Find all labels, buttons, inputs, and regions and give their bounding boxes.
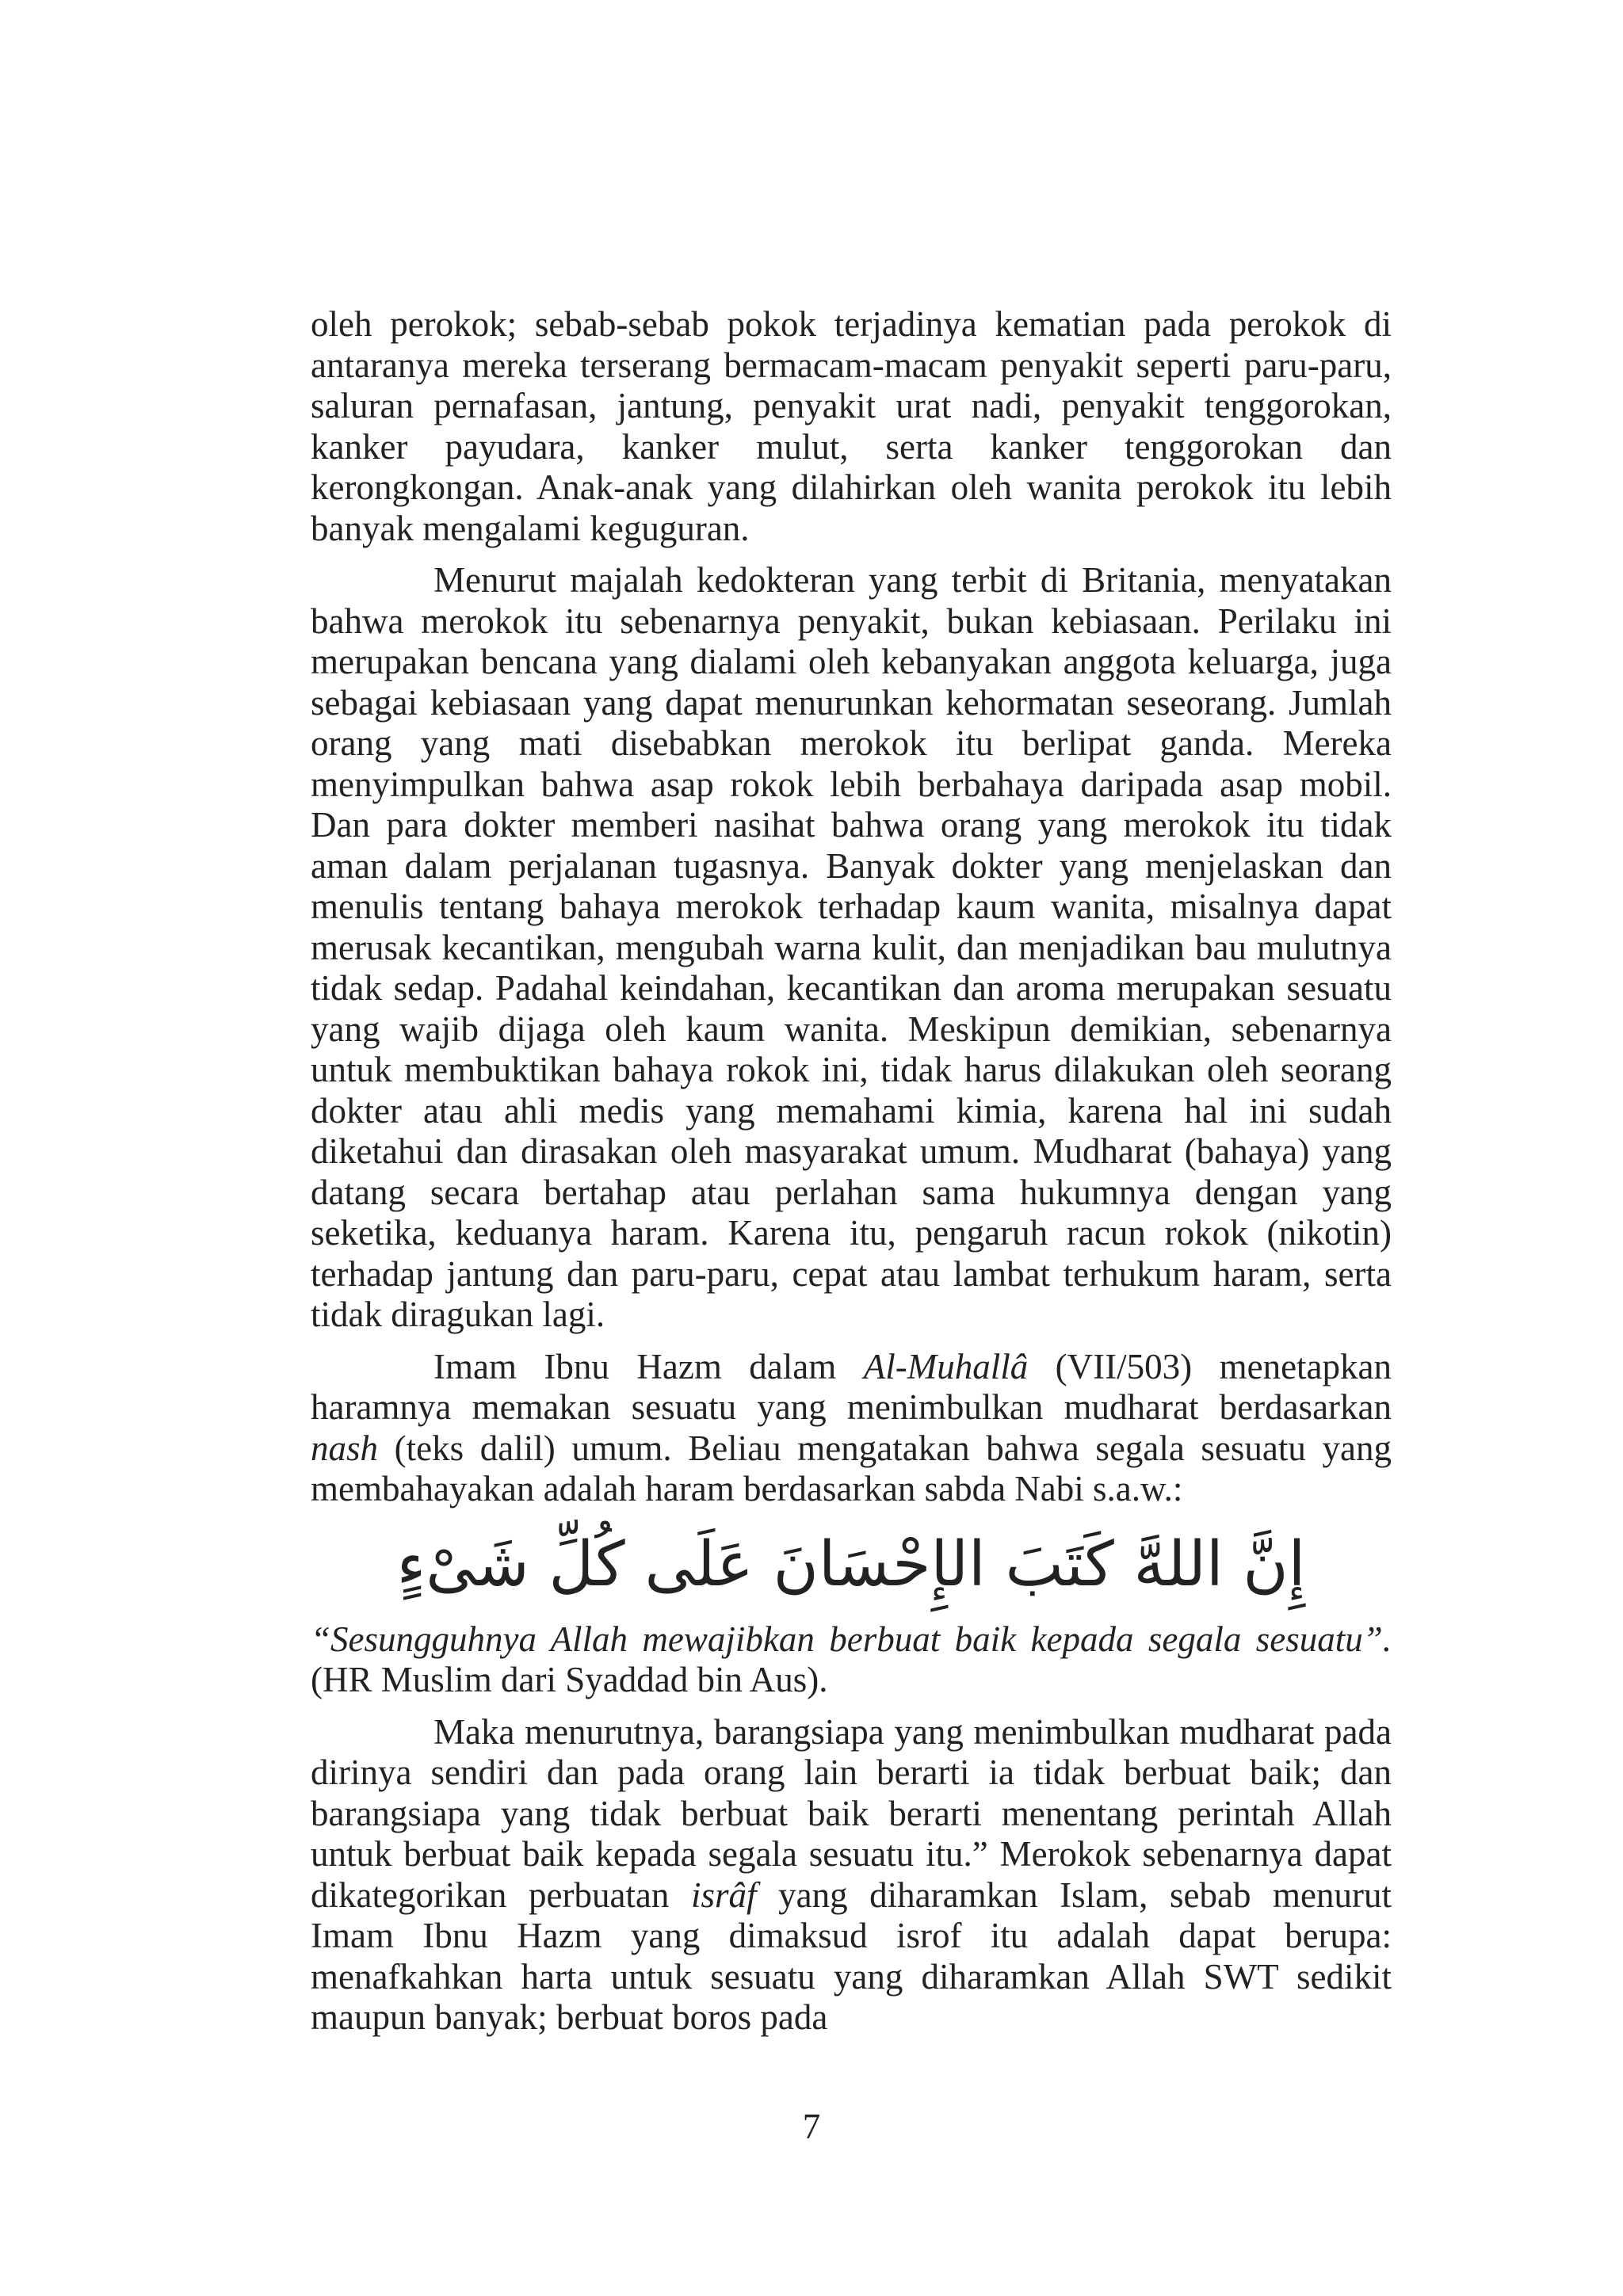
arabic-hadith: إِنَّ اللهَّ كَتَبَ الإِحْسَانَ عَلَى كُلِّ شَىْءٍ [396, 1528, 1306, 1600]
paragraph-2: Menurut majalah kedokteran yang terbit di Britania, menyatakan bahwa merokok itu sebenarnya penyakit, bukan kebiasaan. Perilaku ini merupakan bencana yang dialami oleh kebanyakan anggota keluarga, juga sebagai kebiasaan yang dapat menurunkan kehormatan seseorang. Jumlah orang yang mati disebabkan merokok itu berlipat ganda. Mereka menyimpulkan bahwa asap rokok lebih berbahaya daripada asap mobil. Dan para dokter memberi nasihat bahwa orang yang merokok itu tidak aman dalam perjalanan tugasnya. Banyak dokter yang menjelaskan dan menulis tentang bahaya merokok terhadap kaum wanita, misalnya dapat merusak kecantikan, mengubah warna kulit, dan menjadikan bau mulutnya tidak sedap. Padahal keindahan, kecantikan dan aroma merupakan sesuatu yang wajib dijaga oleh kaum wanita. Meskipun demikian, sebenarnya untuk membuktikan bahaya rokok ini, tidak harus dilakukan oleh seorang dokter atau ahli medis yang memahami kimia, karena hal ini sudah diketahui dan dirasakan oleh masyarakat umum. Mudharat (bahaya) yang datang secara bertahap atau perlahan sama hukumnya dengan yang seketika, keduanya haram. Karena itu, pengaruh racun rokok (nikotin) terhadap jantung dan paru-paru, cepat atau lambat terhukum haram, serta tidak diragukan lagi. [311, 560, 1392, 1334]
hadith-translation [311, 1619, 1392, 1701]
paragraph-3-text-c: (teks dalil) umum. Beliau mengatakan bahwa segala sesuatu yang membahayakan adalah haram berdasarkan sabda Nabi s.a.w.: [311, 1428, 1392, 1508]
paragraph-3-text-b: (VII/503) menetapkan haramnya memakan sesuatu yang menimbulkan mudharat berdasarkan [311, 1346, 1392, 1427]
paragraph-3-text-a: Imam Ibnu Hazm dalam [433, 1346, 864, 1386]
page-number: 7 [802, 2107, 821, 2146]
paragraph-4-text-b: yang diharamkan Islam, sebab menurut Imam Ibnu Hazm yang dimaksud isrof itu adalah dapat berupa: menafkahkan harta untuk sesuatu yang diharamkan Allah SWT sedikit maupun banyak; berbuat boros pada [311, 1875, 1392, 2037]
page-body [311, 304, 1392, 2039]
paragraph-4 [311, 1712, 1392, 2039]
paragraph-1: oleh perokok; sebab-sebab pokok terjadinya kematian pada perokok di antaranya mereka terserang bermacam-macam penyakit seperti paru-paru, saluran pernafasan, jantung, penyakit urat nadi, penyakit tenggorokan, kanker payudara, kanker mulut, serta kanker tenggorokan dan kerongkongan. Anak-anak yang dilahirkan oleh wanita perokok itu lebih banyak mengalami keguguran. [311, 304, 1392, 548]
paragraph-4-text-a: Maka menurutnya, barangsiapa yang menimbulkan mudharat pada dirinya sendiri dan pada orang lain berarti ia tidak berbuat baik; dan barangsiapa yang tidak berbuat baik berarti menentang perintah Allah untuk berbuat baik kepada segala sesuatu itu.” Merokok sebenarnya dapat dikategorikan perbuatan [311, 1711, 1392, 1915]
term-nash: nash [311, 1428, 379, 1468]
paragraph-3 [311, 1347, 1392, 1510]
term-israf: isrâf [691, 1875, 757, 1915]
book-title-al-muhalla: Al-Muhallâ [863, 1346, 1029, 1386]
hadith-translation-text: “Sesungguhnya Allah mewajibkan berbuat baik kepada segala sesuatu”. [311, 1619, 1392, 1659]
hadith-source: (HR Muslim dari Syaddad bin Aus). [311, 1660, 828, 1699]
